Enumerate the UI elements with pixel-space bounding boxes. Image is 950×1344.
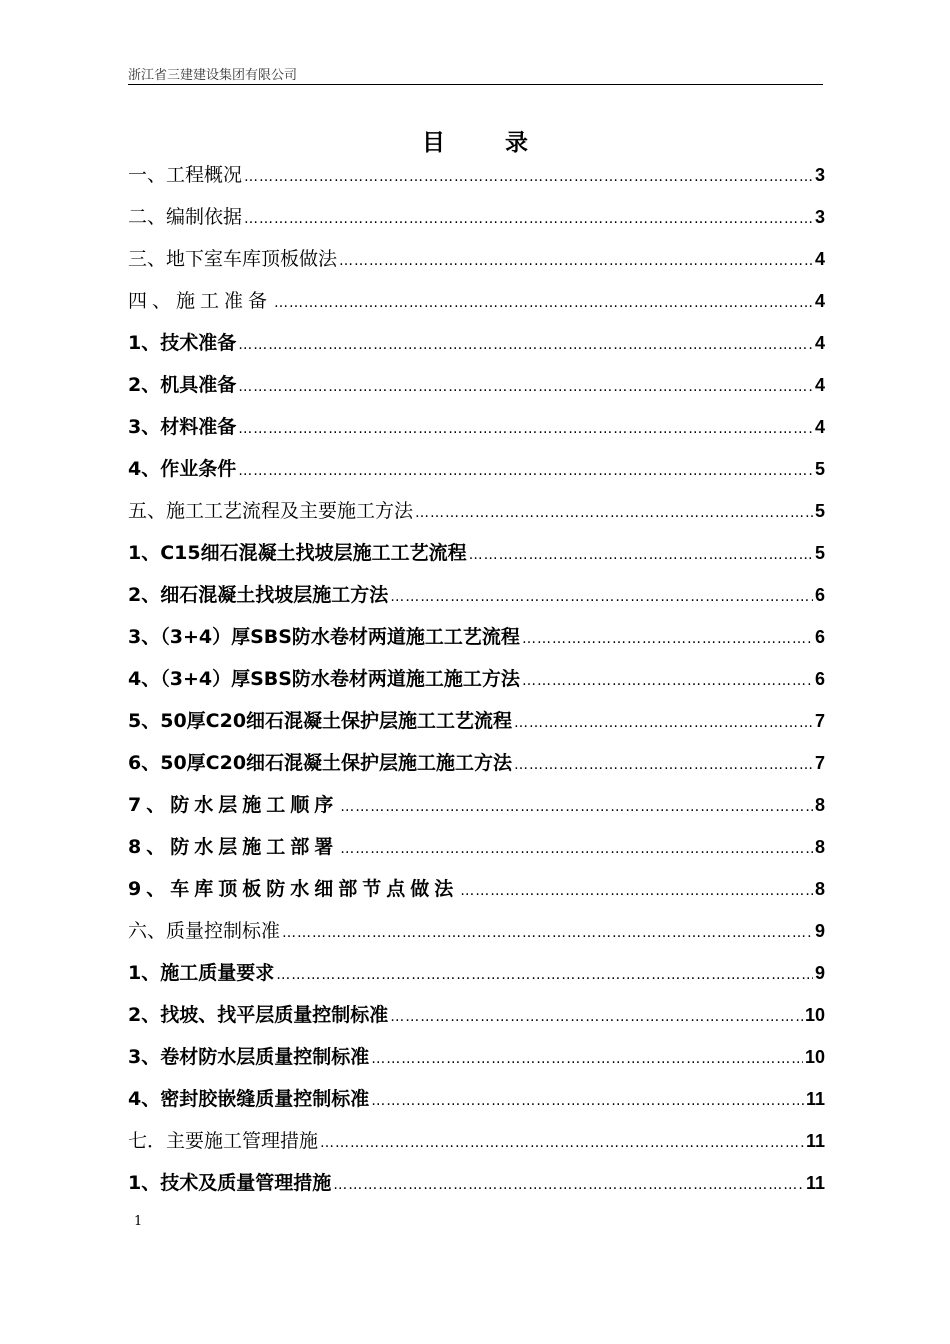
toc-entry-page: 8 [814,879,825,899]
toc-entry-page: 4 [814,249,825,269]
page-number: 1 [134,1214,143,1229]
toc-dot-leader [371,1038,803,1080]
toc-entry[interactable] [128,784,825,826]
page-header-company: 浙江省三建建设集团有限公司 [128,68,298,83]
toc-entry-label: 3、卷材防水层质量控制标准 [128,1046,370,1068]
toc-entry-label: 1、技术及质量管理措施 [128,1172,332,1194]
toc-entry[interactable] [128,1036,825,1078]
toc-entry-label: 3、材料准备 [128,416,237,438]
toc-dot-leader [238,324,813,366]
toc-entry-page: 4 [814,291,825,311]
toc-entry-page: 3 [814,207,825,227]
toc-entry-label: 1、施工质量要求 [128,962,275,984]
toc-entry[interactable] [128,1120,825,1162]
toc-entry-page: 8 [814,795,825,815]
toc-entry[interactable] [128,490,825,532]
toc-dot-leader [339,240,813,282]
toc-entry-page: 6 [814,585,825,605]
toc-entry[interactable] [128,910,825,952]
toc-entry[interactable] [128,448,825,490]
toc-dot-leader [340,786,813,828]
toc-entry[interactable] [128,1078,825,1120]
toc-entry-page: 11 [805,1089,825,1109]
toc-entry[interactable] [128,742,825,784]
toc-entry-label: 4、密封胶嵌缝质量控制标准 [128,1088,370,1110]
toc-entry-page: 6 [814,669,825,689]
toc-entry-label: 三、地下室车库顶板做法 [128,248,338,270]
toc-entry-page: 11 [805,1173,825,1193]
toc-entry[interactable] [128,952,825,994]
toc-entry[interactable] [128,1162,825,1204]
toc-entry[interactable] [128,532,825,574]
toc-dot-leader [276,954,813,996]
toc-entry-label: 2、细石混凝土找坡层施工方法 [128,584,389,606]
toc-entry-page: 7 [814,711,825,731]
toc-dot-leader [390,996,803,1038]
toc-dot-leader [469,534,813,576]
toc-dot-leader [244,198,813,240]
toc-entry[interactable] [128,700,825,742]
toc-entry-page: 11 [805,1131,825,1151]
toc-entry-label: 5、50厚C20细石混凝土保护层施工工艺流程 [128,710,513,732]
toc-entry-label: 六、质量控制标准 [128,920,281,942]
toc-dot-leader [522,618,813,660]
toc-entry-page: 8 [814,837,825,857]
toc-entry-label: 二、编制依据 [128,206,243,228]
table-of-contents [128,154,825,1204]
toc-entry-page: 7 [814,753,825,773]
toc-entry[interactable] [128,574,825,616]
toc-entry[interactable] [128,280,825,322]
toc-dot-leader [244,156,813,198]
toc-entry[interactable] [128,406,825,448]
toc-entry-label: 4、作业条件 [128,458,237,480]
toc-entry-page: 9 [814,921,825,941]
toc-entry-label: 四、施工准备 [128,290,273,312]
toc-entry[interactable] [128,868,825,910]
toc-entry-page: 5 [814,459,825,479]
toc-entry-label: 七．主要施工管理措施 [128,1130,319,1152]
toc-entry[interactable] [128,994,825,1036]
toc-entry-label: 1、技术准备 [128,332,237,354]
toc-entry[interactable] [128,322,825,364]
toc-dot-leader [390,576,813,618]
toc-dot-leader [238,366,813,408]
toc-entry[interactable] [128,826,825,868]
toc-entry[interactable] [128,616,825,658]
toc-entry[interactable] [128,238,825,280]
toc-entry-page: 10 [804,1047,825,1067]
toc-entry-page: 6 [814,627,825,647]
toc-entry-label: 一、工程概况 [128,164,243,186]
toc-entry-label: 五、施工工艺流程及主要施工方法 [128,500,414,522]
toc-dot-leader [371,1080,804,1122]
toc-dot-leader [514,744,813,786]
toc-entry-label: 3、（3+4）厚SBS防水卷材两道施工工艺流程 [128,626,520,648]
toc-dot-leader [522,660,813,702]
toc-entry-label: 2、找坡、找平层质量控制标准 [128,1004,389,1026]
toc-entry-label: 6、50厚C20细石混凝土保护层施工施工方法 [128,752,513,774]
toc-entry-label: 2、机具准备 [128,374,237,396]
toc-dot-leader [415,492,813,534]
toc-entry-page: 10 [804,1005,825,1025]
toc-dot-leader [333,1164,804,1206]
toc-entry-page: 5 [814,501,825,521]
toc-title: 目录 [422,130,588,156]
toc-dot-leader [320,1122,804,1164]
toc-entry-page: 3 [814,165,825,185]
toc-entry-page: 4 [814,375,825,395]
toc-entry-label: 1、C15细石混凝土找坡层施工工艺流程 [128,542,467,564]
toc-dot-leader [282,912,813,954]
toc-dot-leader [514,702,813,744]
toc-dot-leader [460,870,813,912]
toc-entry-page: 4 [814,333,825,353]
toc-entry[interactable] [128,658,825,700]
toc-entry-page: 9 [814,963,825,983]
toc-entry-label: 7、防水层施工顺序 [128,794,339,816]
toc-dot-leader [238,408,813,450]
toc-dot-leader [238,450,813,492]
toc-entry-page: 4 [814,417,825,437]
toc-entry-page: 5 [814,543,825,563]
toc-entry[interactable] [128,364,825,406]
toc-entry-label: 9、车库顶板防水细部节点做法 [128,878,459,900]
toc-entry-label: 8、防水层施工部署 [128,836,339,858]
toc-dot-leader [274,282,813,324]
toc-entry-label: 4、（3+4）厚SBS防水卷材两道施工施工方法 [128,668,520,690]
toc-dot-leader [340,828,813,870]
toc-entry[interactable] [128,196,825,238]
header-divider [128,84,823,85]
toc-entry[interactable] [128,154,825,196]
